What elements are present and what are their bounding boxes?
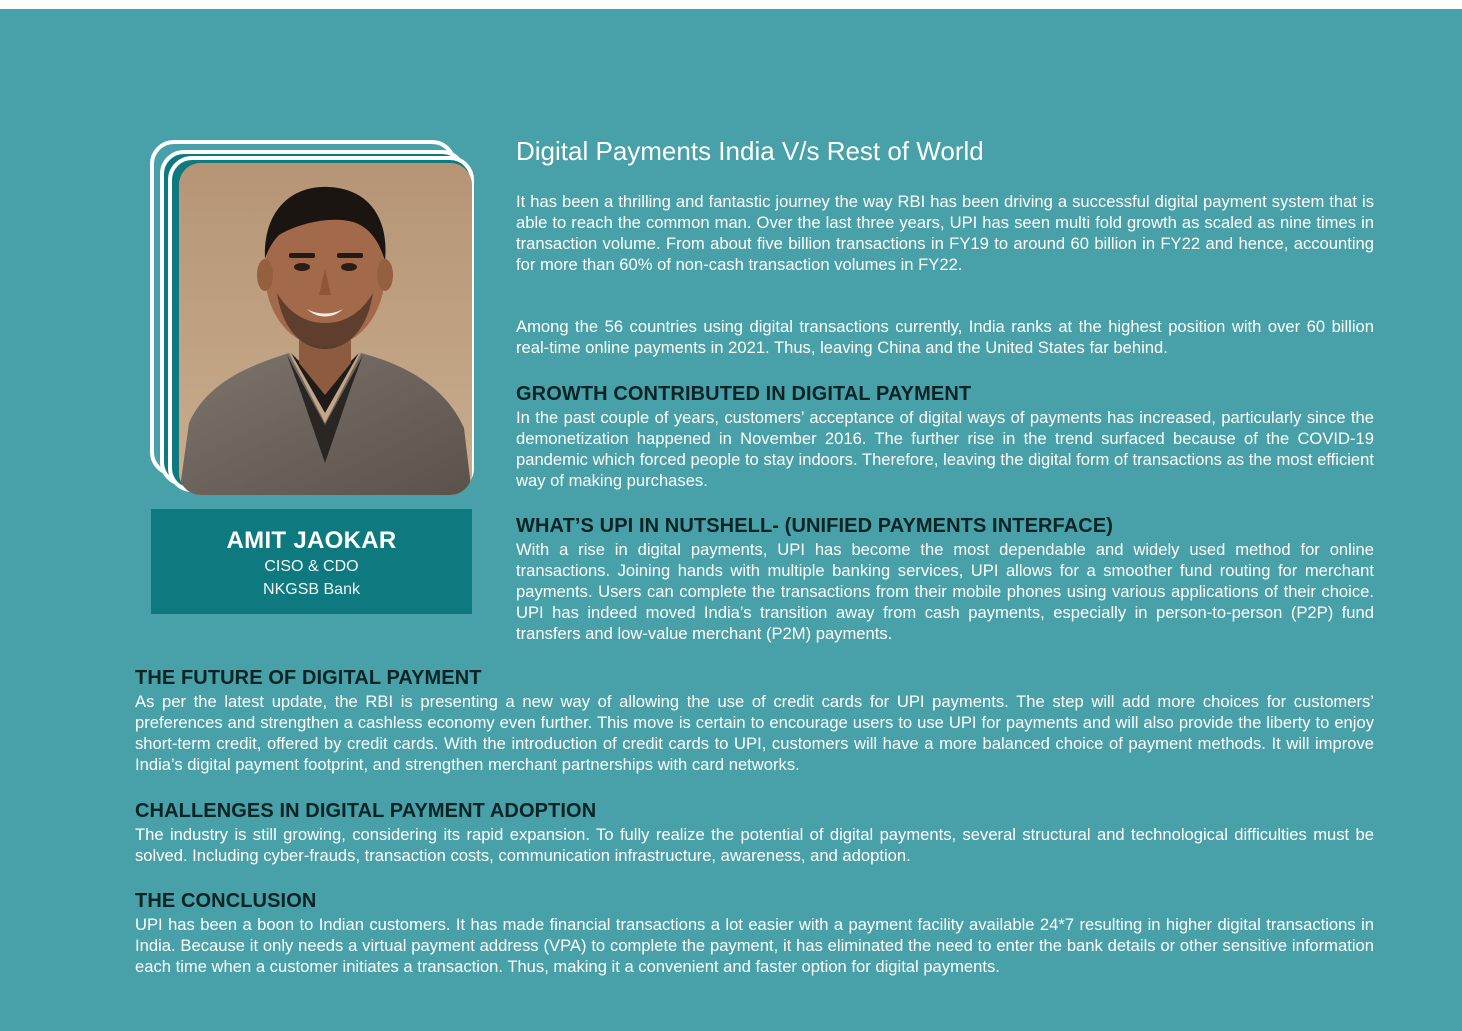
section-heading-challenges: CHALLENGES IN DIGITAL PAYMENT ADOPTION — [135, 800, 597, 822]
section-body-growth: In the past couple of years, customers’ acceptance of digital ways of payments has increased, particularly since the demonetization happened in November 2016. The further rise in the trend surfaced because of the COVID-19 pandemic which forced people to stay indoors. Therefore, leaving the digital form of transactions as the most efficient way of making purchases. — [516, 408, 1374, 490]
author-role: CISO & CDO — [264, 558, 359, 575]
section-heading-growth: GROWTH CONTRIBUTED IN DIGITAL PAYMENT — [516, 383, 972, 405]
article-title: Digital Payments India V/s Rest of World — [516, 136, 984, 166]
intro-paragraph: Among the 56 countries using digital transactions currently, India ranks at the highest position with over 60 billion real-time online payments in 2021. Thus, leaving China and the United States far behind. — [516, 317, 1374, 357]
section-body-conclusion: UPI has been a boon to Indian customers. It has made financial transactions a lot easier with a payment facility available 24*7 resulting in higher digital transactions in India. Because it only needs a virtual payment address (VPA) to complete the payment, it has eliminated the need to enter the bank details or other sensitive information each time when a customer initiates a transaction. Thus, making it a convenient and faster option for digital payments. — [135, 915, 1374, 976]
author-card — [151, 509, 472, 614]
section-heading-upi: WHAT’S UPI IN NUTSHELL- (UNIFIED PAYMENTS INTERFACE) — [516, 515, 1114, 537]
author-photo — [179, 163, 472, 495]
author-organization: NKGSB Bank — [263, 581, 360, 598]
section-heading-conclusion: THE CONCLUSION — [135, 890, 317, 912]
author-name: AMIT JAOKAR — [226, 527, 397, 554]
intro-paragraph: It has been a thrilling and fantastic journey the way RBI has been driving a successful digital payment system that is able to reach the common man. Over the last three years, UPI has seen multi fold growth as scaled as nine times in transaction volume. From about five billion transactions in FY19 to around 60 billion in FY22 and hence, accounting for more than 60% of non-cash transaction volumes in FY22. — [516, 192, 1374, 274]
section-body-upi: With a rise in digital payments, UPI has become the most dependable and widely used method for online transactions. Joining hands with multiple banking services, UPI allows for a smoother fund routing for merchant payments. Users can complete the transactions from their mobile phones using various applications of their choice. UPI has indeed moved India’s transition away from cash payments, especially in person-to-person (P2P) fund transfers and low-value merchant (P2M) payments. — [516, 540, 1374, 643]
section-body-future: As per the latest update, the RBI is presenting a new way of allowing the use of credit cards for UPI payments. The step will add more choices for customers’ preferences and strengthen a cashless economy even further. This move is certain to encourage users to use UPI for payments and will also provide the liberty to enjoy short-term credit, offered by credit cards. With the introduction of credit cards to UPI, customers will have a more balanced choice of payment methods. It will improve India’s digital payment footprint, and strengthen merchant partnerships with card networks. — [135, 692, 1374, 774]
section-body-challenges: The industry is still growing, considering its rapid expansion. To fully realize the potential of digital payments, several structural and technological difficulties must be solved. Including cyber-frauds, transaction costs, communication infrastructure, awareness, and adoption. — [135, 825, 1374, 865]
section-heading-future: THE FUTURE OF DIGITAL PAYMENT — [135, 667, 482, 689]
